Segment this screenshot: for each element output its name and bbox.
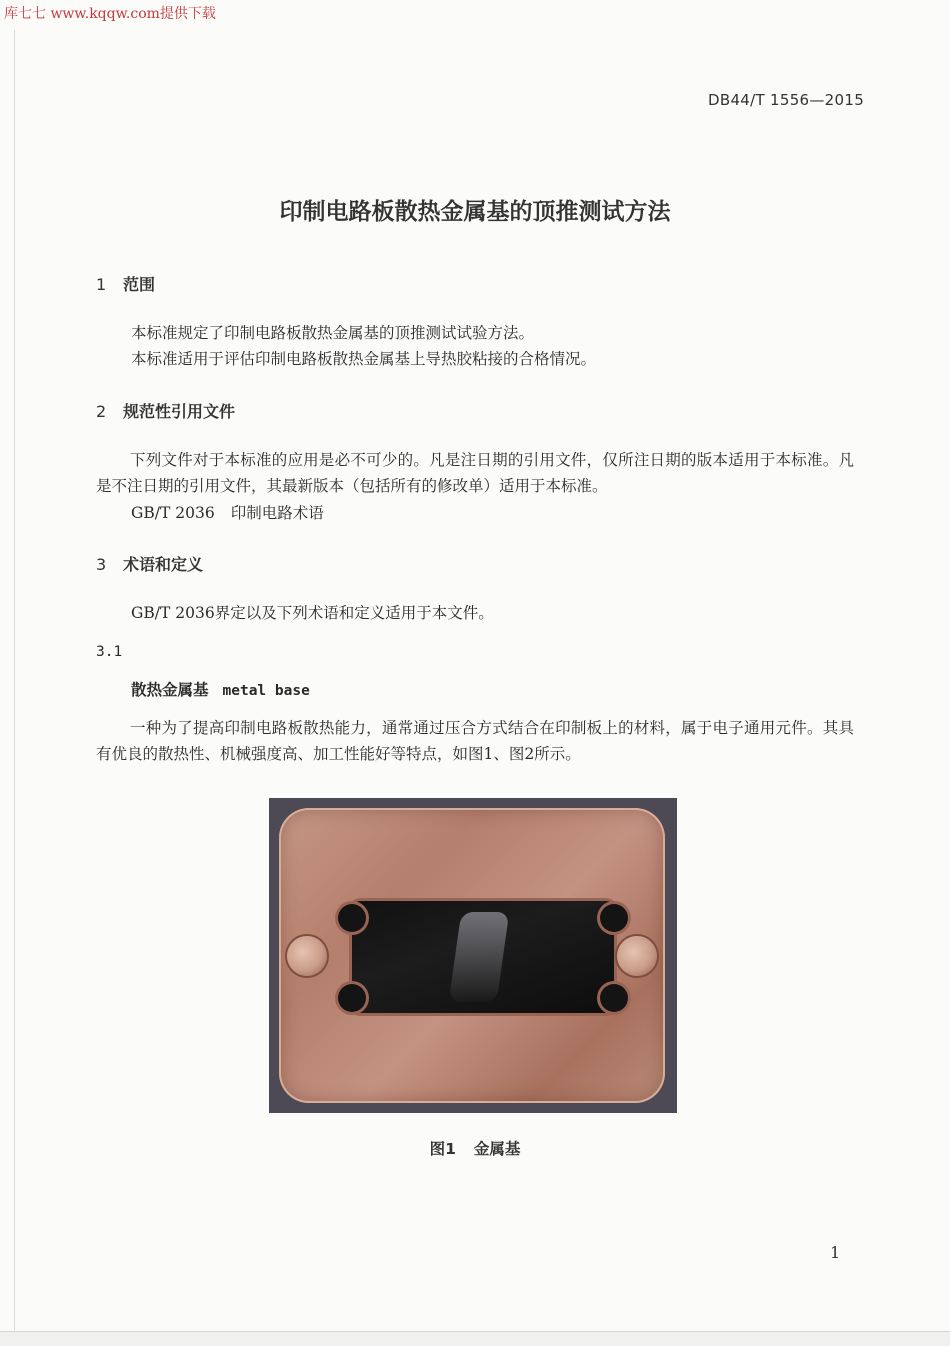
section-number: 2 bbox=[96, 402, 107, 421]
window-notch bbox=[600, 904, 628, 932]
section-number: 1 bbox=[96, 275, 107, 294]
section-3-heading bbox=[96, 552, 203, 575]
standard-code: DB44/T 1556—2015 bbox=[708, 91, 865, 109]
reference-title: 印制电路术语 bbox=[230, 504, 324, 522]
mounting-hole bbox=[287, 936, 327, 976]
section-title: 范围 bbox=[123, 275, 156, 294]
section-2-heading bbox=[96, 399, 235, 422]
section-title: 术语和定义 bbox=[123, 555, 204, 574]
window-notch bbox=[338, 984, 366, 1012]
window-notch bbox=[600, 984, 628, 1012]
term-number: 3.1 bbox=[96, 644, 123, 660]
section-1-paragraph-1: 本标准规定了印制电路板散热金属基的顶推测试试验方法。 bbox=[131, 324, 535, 342]
term-heading bbox=[131, 677, 310, 704]
mounting-hole bbox=[617, 936, 657, 976]
metal-base-photo bbox=[269, 798, 677, 1113]
reference-code: GB/T 2036 bbox=[131, 504, 215, 522]
section-3-paragraph: GB/T 2036界定以及下列术语和定义适用于本文件。 bbox=[131, 604, 494, 622]
metal-plate bbox=[279, 808, 665, 1103]
document-title: 印制电路板散热金属基的顶推测试方法 bbox=[279, 199, 671, 225]
term-name-cn: 散热金属基 bbox=[131, 681, 209, 699]
window-notch bbox=[338, 904, 366, 932]
scan-bottom-edge bbox=[0, 1331, 950, 1346]
section-2-paragraph: 下列文件对于本标准的应用是必不可少的。凡是注日期的引用文件，仅所注日期的版本适用于本标准。凡是不注日期的引用文件，其最新版本（包括所有的修改单）适用于本标准。 bbox=[96, 451, 854, 495]
section-title: 规范性引用文件 bbox=[123, 402, 236, 421]
reference-entry bbox=[131, 500, 324, 526]
term-name-en: metal base bbox=[222, 683, 310, 699]
section-1-heading bbox=[96, 272, 155, 295]
download-watermark: 库七七 www.kqqw.com提供下载 bbox=[4, 6, 216, 22]
section-number: 3 bbox=[96, 555, 107, 574]
figure-caption bbox=[0, 1137, 950, 1159]
term-definition: 一种为了提高印制电路板散热能力，通常通过压合方式结合在印制板上的材料，属于电子通用元件。其具有优良的散热性、机械强度高、加工性能好等特点，如图1、图2所示。 bbox=[96, 719, 854, 763]
figure-caption-text: 金属基 bbox=[473, 1140, 521, 1158]
figure-label: 图1 bbox=[429, 1140, 456, 1158]
page-number: 1 bbox=[830, 1243, 841, 1262]
section-1-paragraph-2: 本标准适用于评估印制电路板散热金属基上导热胶粘接的合格情况。 bbox=[131, 350, 597, 368]
